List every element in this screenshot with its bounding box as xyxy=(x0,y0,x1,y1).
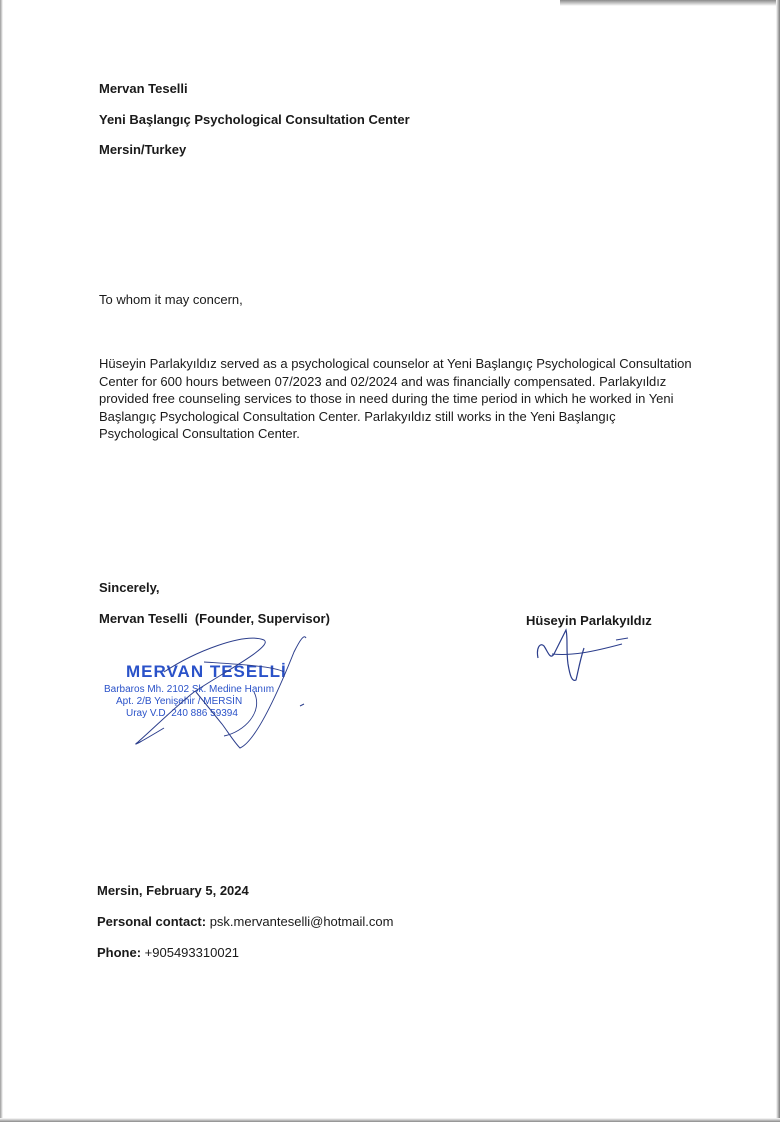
scan-edge-bottom xyxy=(0,1118,780,1122)
second-signer-name: Hüseyin Parlakyıldız xyxy=(526,613,652,628)
second-signer-signature xyxy=(532,620,632,690)
scan-edge-left xyxy=(0,0,3,1122)
body-line: Center for 600 hours between 07/2023 and 02/2024 and was financially compensated. Parlakyıldız xyxy=(99,373,667,389)
body-line: Başlangıç Psychological Consultation Center. Parlakyıldız still works in the Yeni Başlangıç xyxy=(99,408,616,424)
company-stamp xyxy=(104,632,314,752)
sender-location: Mersin/Turkey xyxy=(99,142,187,157)
stamp-tax-line: Uray V.D. 240 886 59394 xyxy=(126,708,238,719)
phone-line xyxy=(97,944,239,962)
scan-edge-right xyxy=(776,0,780,1122)
contact-email: psk.mervanteselli@hotmail.com xyxy=(206,914,394,929)
body-line: Psychological Consultation Center. xyxy=(99,426,300,441)
founder-signature xyxy=(104,632,314,752)
phone-number: +905493310021 xyxy=(141,945,240,960)
scan-edge-top xyxy=(560,0,780,6)
letter-body xyxy=(99,355,699,443)
body-line: Hüseyin Parlakyıldız served as a psychological counselor at Yeni Başlangıç Psychological Consultation xyxy=(99,356,692,371)
stamp-address-line: Apt. 2/B Yenişehir / MERSİN xyxy=(116,696,243,707)
signer-name-title: Mervan Teselli (Founder, Supervisor) xyxy=(99,611,330,626)
closing-sincerely: Sincerely, xyxy=(99,580,160,595)
salutation: To whom it may concern, xyxy=(99,292,243,307)
sender-name: Mervan Teselli xyxy=(99,81,188,96)
body-line: provided free counseling services to those in need during the time period in which he worked in Yeni xyxy=(99,391,674,406)
letter-date: Mersin, February 5, 2024 xyxy=(97,883,249,898)
sender-organization: Yeni Başlangıç Psychological Consultation Center xyxy=(99,112,410,127)
stamp-address-line: Barbaros Mh. 2102 Sk. Medine Hanım xyxy=(104,684,275,695)
stamp-name: MERVAN TESELLİ xyxy=(126,662,287,681)
contact-label: Personal contact: xyxy=(97,914,207,929)
phone-label: Phone: xyxy=(97,945,142,960)
contact-line xyxy=(97,913,393,931)
